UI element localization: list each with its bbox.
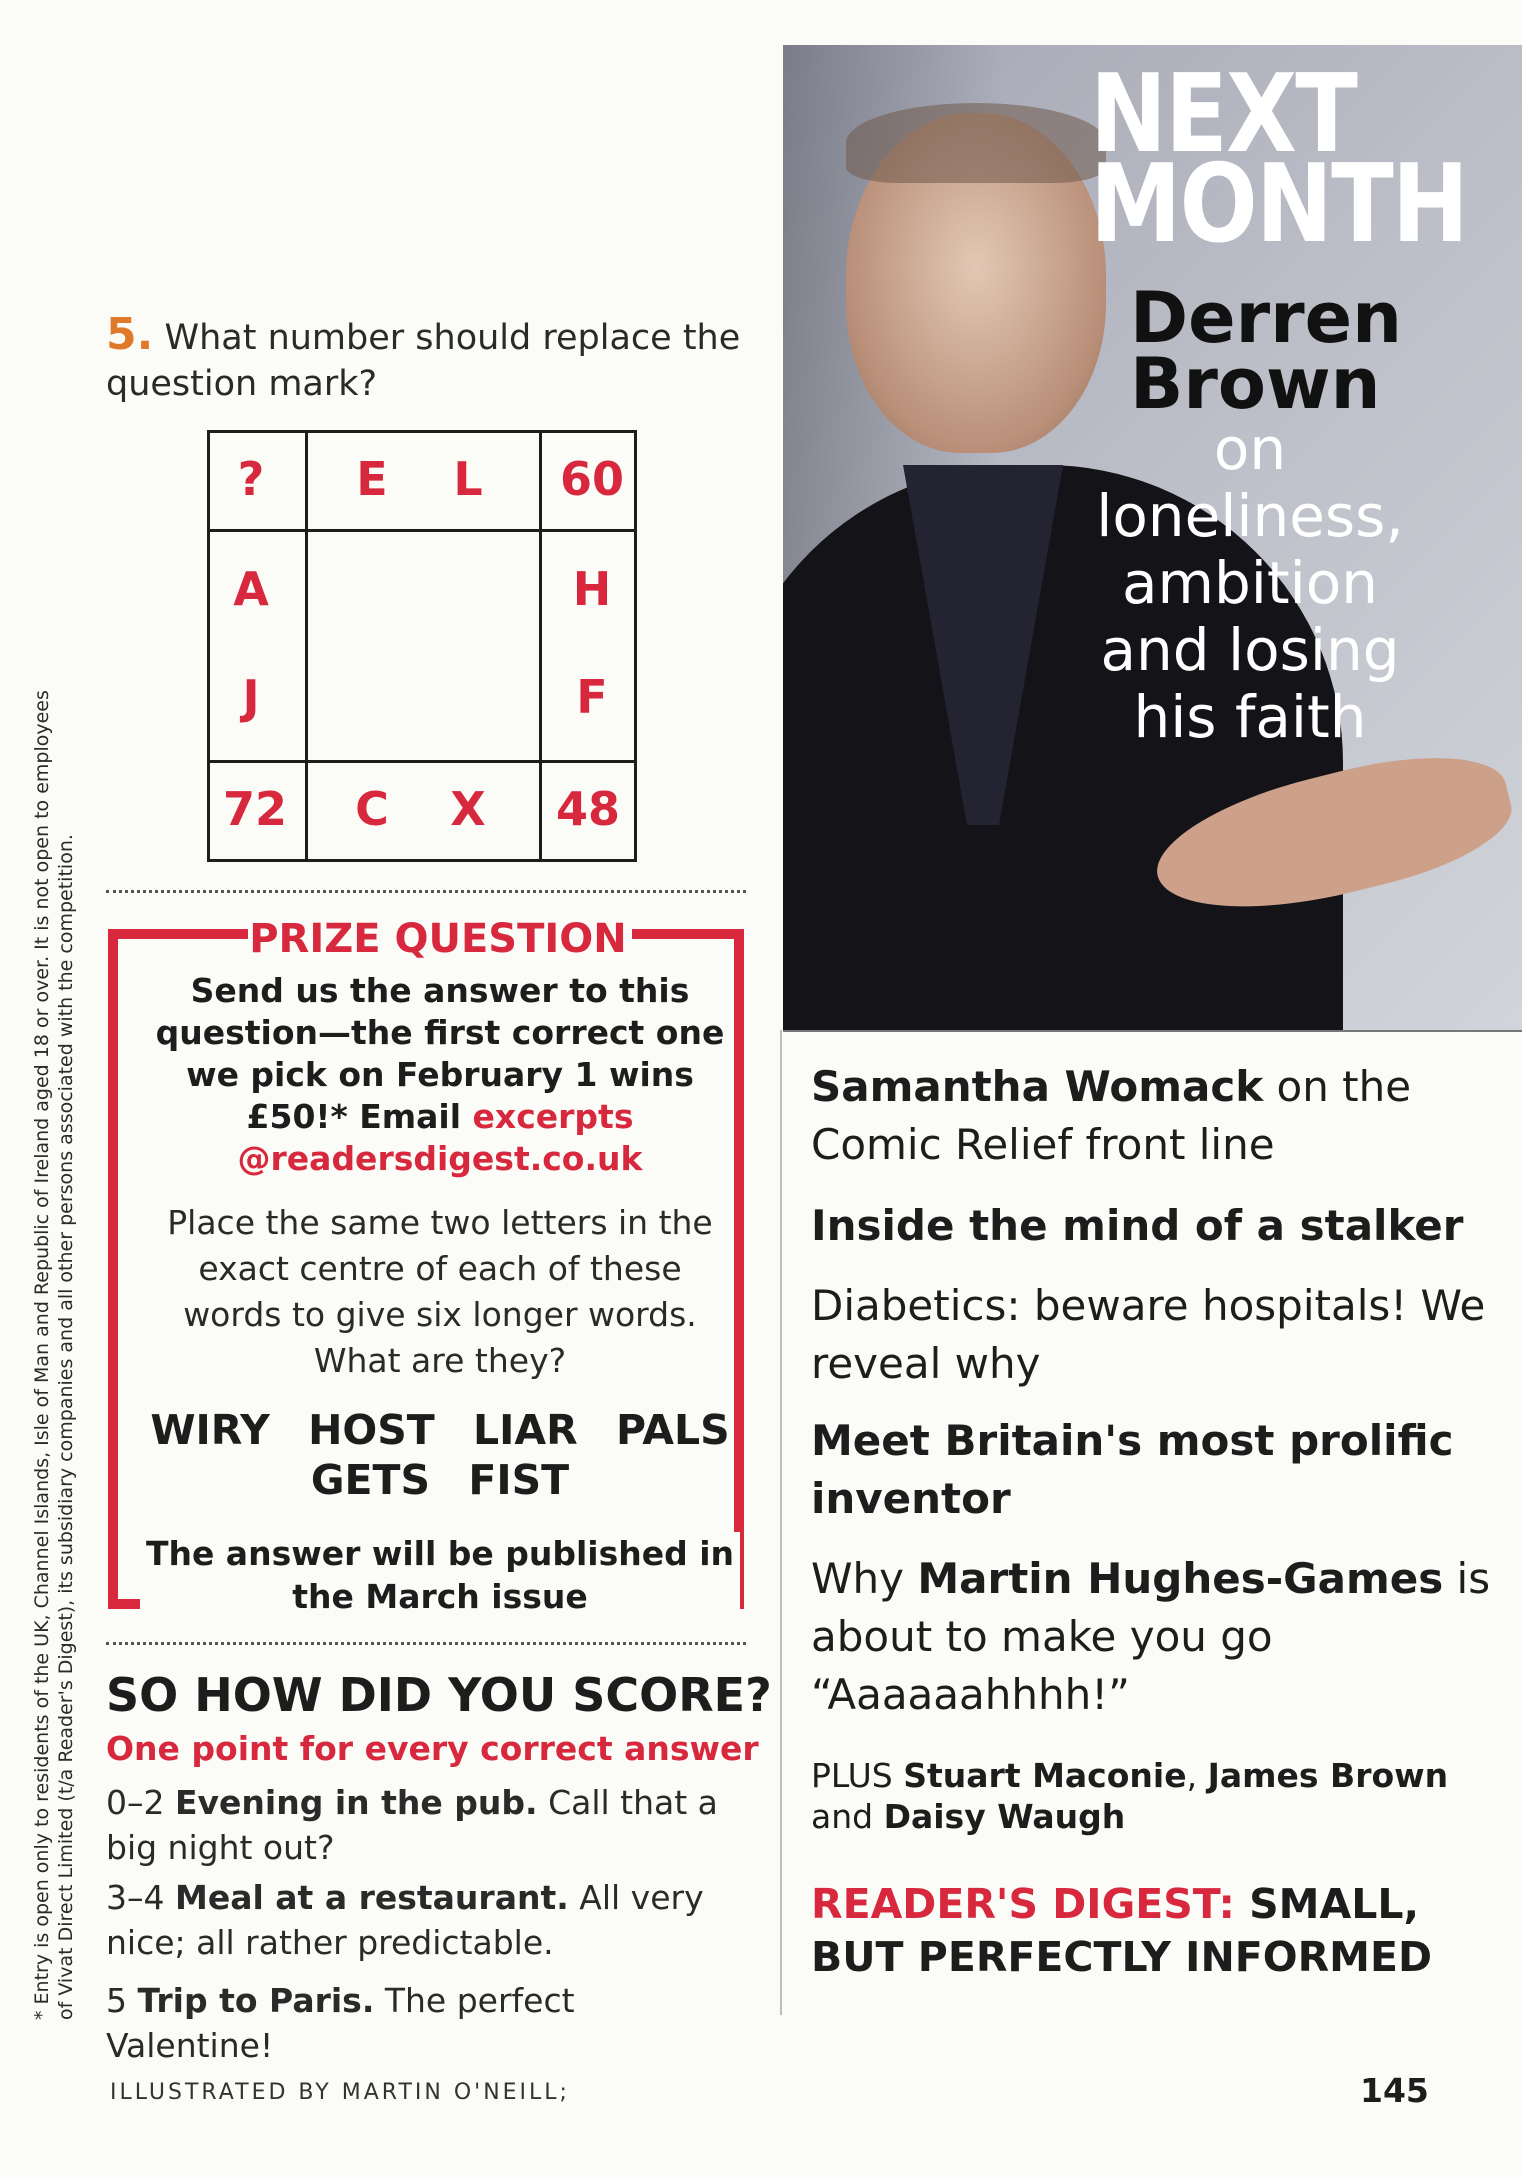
- grid-cell: L: [453, 452, 483, 506]
- score-text: Call that a big night out?: [106, 1783, 718, 1867]
- contents-text: is about to make you go “Aaaaaahhhh!”: [811, 1554, 1491, 1719]
- prize-answer-note: The answer will be published in the March issue: [140, 1532, 740, 1618]
- grid-cell: 72: [222, 782, 287, 836]
- divider: [783, 1030, 1522, 1032]
- heading-line: MONTH: [1090, 142, 1468, 267]
- question-text: What number should replace the question mark?: [106, 318, 741, 404]
- prize-intro-text: Send us the answer to this question—the first correct one we pick on February 1 wins £50!* Email: [155, 971, 725, 1136]
- puzzle-word: FIST: [468, 1456, 570, 1504]
- grid-cell: X: [450, 782, 486, 836]
- puzzle-word: GETS: [310, 1456, 431, 1504]
- puzzle-word: LIAR: [473, 1406, 578, 1454]
- feature-name: [1130, 277, 1402, 425]
- score-text: The perfect Valentine!: [106, 1981, 575, 2065]
- page-number: 145: [1360, 2071, 1429, 2110]
- puzzle-word: HOST: [308, 1406, 435, 1454]
- contents-text: Why: [811, 1554, 918, 1603]
- prize-title: PRIZE QUESTION: [248, 911, 628, 967]
- question-number: 5.: [106, 309, 154, 360]
- plus-line: [811, 1755, 1501, 1837]
- score-item: [106, 1875, 746, 1965]
- plus-prefix: PLUS: [811, 1756, 904, 1795]
- score-label: Evening in the pub.: [175, 1783, 538, 1822]
- score-range: 3–4: [106, 1878, 165, 1917]
- score-range: 0–2: [106, 1783, 165, 1822]
- contents-item: Diabetics: beware hospitals! We reveal why: [811, 1281, 1486, 1388]
- score-label: Meal at a restaurant.: [175, 1878, 569, 1917]
- plus-sep: ,: [1186, 1756, 1208, 1795]
- grid-cell: F: [576, 670, 608, 724]
- puzzle-word: WIRY: [150, 1406, 270, 1454]
- slogan-brand: READER'S DIGEST:: [811, 1880, 1235, 1928]
- contents-item: Inside the mind of a stalker: [811, 1201, 1464, 1250]
- plus-name: Daisy Waugh: [883, 1797, 1126, 1836]
- plus-sep: and: [811, 1797, 884, 1836]
- next-month-heading: [1090, 52, 1468, 267]
- contents-item: [811, 1550, 1501, 1724]
- score-item: [106, 1780, 746, 1870]
- name-line: Brown: [1130, 343, 1381, 425]
- grid-cell: A: [233, 562, 269, 616]
- score-range: 5: [106, 1981, 127, 2020]
- slogan: [811, 1878, 1511, 1984]
- prize-body: Place the same two letters in the exact centre of each of these words to give six longer words. What are they?: [167, 1203, 713, 1380]
- puzzle-word: PALS: [616, 1406, 730, 1454]
- grid-cell: 60: [559, 452, 624, 506]
- divider: [106, 1642, 746, 1645]
- email-link[interactable]: excerpts: [472, 1097, 634, 1136]
- slogan-text: SMALL, BUT PERFECTLY INFORMED: [811, 1880, 1433, 1981]
- contents-bold: Samantha Womack: [811, 1062, 1264, 1111]
- feature-subtitle: on loneliness, ambition and losing his faith: [1096, 415, 1404, 751]
- grid-cell: C: [355, 782, 389, 836]
- grid-cell: J: [242, 670, 260, 724]
- hair-shape: [846, 103, 1106, 183]
- plus-name: James Brown: [1207, 1756, 1449, 1795]
- score-text: All very nice; all rather predictable.: [106, 1878, 704, 1962]
- question-5: [106, 309, 746, 407]
- grid-cell: ?: [237, 452, 265, 506]
- illustration-credit: ILLUSTRATED BY MARTIN O'NEILL;: [110, 2080, 570, 2105]
- prize-intro: [150, 970, 730, 1180]
- score-item: [106, 1978, 746, 2068]
- contents-text: on the Comic Relief front line: [811, 1062, 1412, 1169]
- grid-cell: 48: [555, 782, 620, 836]
- grid-cell: E: [356, 452, 388, 506]
- score-title: SO HOW DID YOU SCORE?: [106, 1668, 772, 1722]
- column-rule: [780, 1030, 782, 2015]
- contents-item: [811, 1058, 1501, 1174]
- divider: [106, 890, 746, 893]
- contents-item: Meet Britain's most prolific inventor: [811, 1416, 1454, 1523]
- grid-cell: H: [572, 562, 612, 616]
- email-link-domain[interactable]: @readersdigest.co.uk: [237, 1139, 643, 1178]
- puzzle-grid: [207, 430, 637, 862]
- legal-note: * Entry is open only to residents of the UK, Channel Islands, Isle of Man and Republic of Ireland aged 18 or over. It is not open to employees of Vivat Direct Limited (t/a Reader's Digest), its subsidiary companies and all other persons associated with the competition.: [31, 690, 77, 2020]
- heading-line: NEXT: [1090, 52, 1357, 177]
- plus-name: Stuart Maconie: [903, 1756, 1187, 1795]
- prize-words: [130, 1405, 750, 1505]
- contents-bold: Martin Hughes-Games: [917, 1554, 1444, 1603]
- score-label: Trip to Paris.: [137, 1981, 375, 2020]
- score-subtitle: One point for every correct answer: [106, 1729, 759, 1768]
- name-line: Derren: [1130, 277, 1402, 359]
